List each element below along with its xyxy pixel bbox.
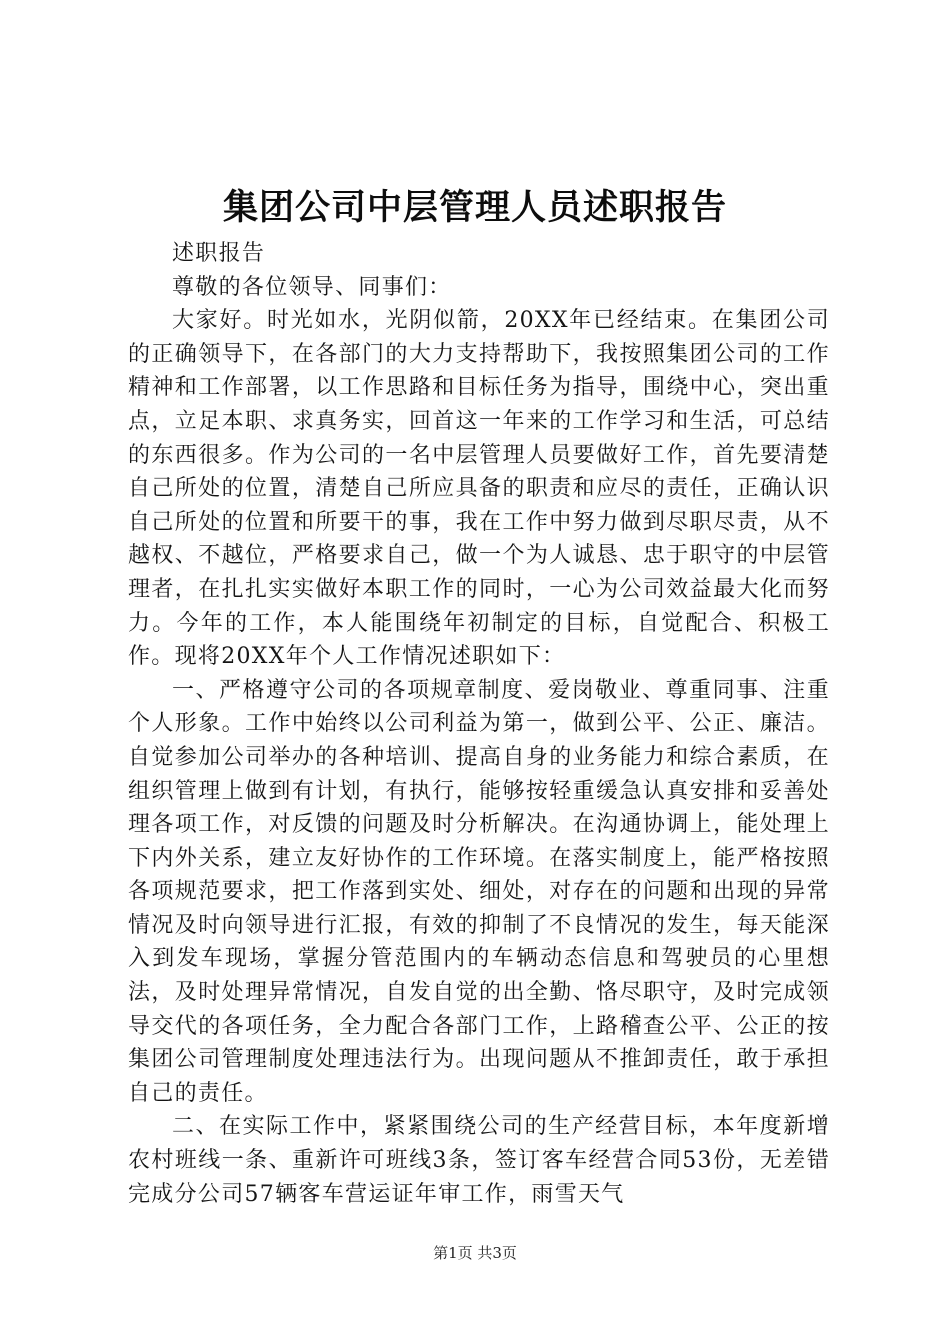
paragraph-section-two: 二、在实际工作中，紧紧围绕公司的生产经营目标，本年度新增农村班线一条、重新许可班线3条，签订客车经营合同53份，无差错完成分公司57辆客车营运证年审工作，雨雪天气 <box>128 1114 830 1207</box>
paragraph-section-one: 一、严格遵守公司的各项规章制度、爱岗敬业、尊重同事、注重个人形象。工作中始终以公司利益为第一，做到公平、公正、廉洁。自觉参加公司举办的各种培训、提高自身的业务能力和综合素质，在组织管理上做到有计划，有执行，能够按轻重缓急认真安排和妥善处理各项工作，对反馈的问题及时分析解决。在沟通协调上，能处理上下内外关系，建立友好协作的工作环境。在落实制度上，能严格按照各项规范要求，把工作落到实处、细处，对存在的问题和出现的异常情况及时向领导进行汇报，有效的抑制了不良情况的发生，每天能深入到发车现场，掌握分管范围内的车辆动态信息和驾驶员的心里想法，及时处理异常情况，自发自觉的出全勤、恪尽职守，及时完成领导交代的各项任务，全力配合各部门工作，上路稽查公平、公正的按集团公司管理制度处理违法行为。出现问题从不推卸责任，敢于承担自己的责任。 <box>128 677 830 1106</box>
document-body <box>128 237 830 1211</box>
paragraph-intro: 大家好。时光如水，光阴似箭，20XX年已经结束。在集团公司的正确领导下，在各部门的大力支持帮助下，我按照集团公司的工作精神和工作部署，以工作思路和目标任务为指导，围绕中心，突出重点，立足本职、求真务实，回首这一年来的工作学习和生活，可总结的东西很多。作为公司的一名中层管理人员要做好工作，首先要清楚自己所处的位置，清楚自己所应具备的职责和应尽的责任，正确认识自己所处的位置和所要干的事，我在工作中努力做到尽职尽责，从不越权、不越位，严格要求自己，做一个为人诚恳、忠于职守的中层管理者，在扎扎实实做好本职工作的同时，一心为公司效益最大化而努力。今年的工作，本人能围绕年初制定的目标，自觉配合、积极工作。现将20XX年个人工作情况述职如下： <box>128 308 830 670</box>
paragraph-salutation: 尊敬的各位领导、同事们： <box>172 274 452 300</box>
page-number-footer: 第1页 共3页 <box>433 1244 517 1262</box>
paragraph-heading: 述职报告 <box>172 241 266 266</box>
document-title: 集团公司中层管理人员述职报告 <box>222 187 727 228</box>
